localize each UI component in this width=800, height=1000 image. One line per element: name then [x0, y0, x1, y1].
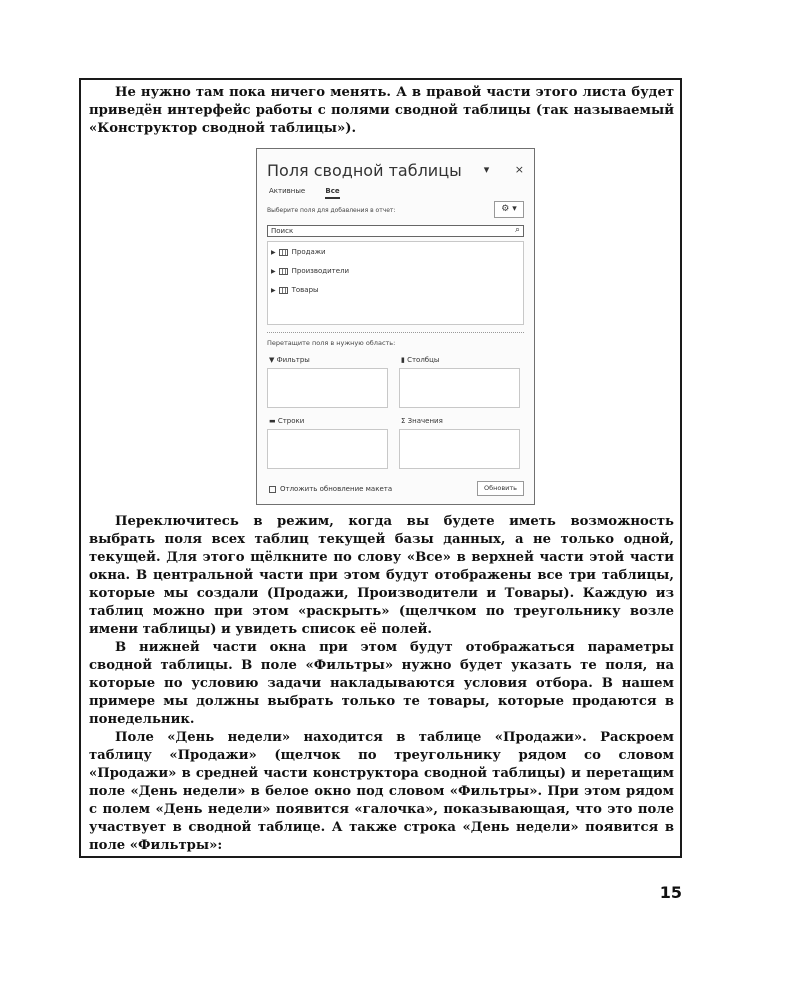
panel-title: Поля сводной таблицы — [267, 161, 462, 180]
columns-zone-label: ▮ Столбцы — [401, 356, 440, 364]
page-number: 15 — [659, 883, 682, 902]
filters-zone-label: ▼ Фильтры — [269, 356, 310, 364]
tab-active[interactable]: Активные — [269, 187, 306, 195]
dropdown-icon[interactable]: ▾ — [483, 163, 490, 176]
field-table-producers[interactable]: ▶ Производители — [271, 267, 350, 275]
field-table-sales[interactable]: ▶ Продажи — [271, 248, 326, 256]
field-table-goods[interactable]: ▶ Товары — [271, 286, 319, 294]
defer-update-checkbox[interactable]: Отложить обновление макета — [269, 485, 392, 493]
values-drop-zone[interactable] — [399, 429, 520, 469]
field-list — [267, 241, 524, 325]
search-input[interactable] — [267, 225, 524, 237]
rows-icon: ▬ — [269, 417, 278, 425]
tab-all[interactable]: Все — [325, 187, 339, 199]
search-placeholder: Поиск — [271, 227, 294, 235]
table-icon — [279, 268, 288, 275]
paragraph-intro: Не нужно там пока ничего менять. А в правой части этого листа будет приведён интерфейс работы с полями сводной таблицы (так называемый «Конструктор сводной таблицы»). — [89, 85, 674, 136]
divider — [267, 332, 524, 334]
choose-fields-label: Выберите поля для добавления в отчет: — [267, 207, 396, 214]
expand-triangle-icon[interactable]: ▶ — [271, 249, 276, 256]
table-icon — [279, 287, 288, 294]
paragraph: Поле «День недели» находится в таблице «Продажи». Раскроем таблицу «Продажи» (щелчок по треугольнику рядом со словом «Продажи» в средней части конструктора сводной таблицы) и перетащим поле «День недели» в белое окно под словом «Фильтры». При этом рядом с полем «День недели» появится «галочка», показывающая, что это поле участвует в сводной таблице. А также строка «День недели» появится в поле «Фильтры»: — [89, 730, 674, 853]
expand-triangle-icon[interactable]: ▶ — [271, 287, 276, 294]
rows-drop-zone[interactable] — [267, 429, 388, 469]
columns-icon: ▮ — [401, 356, 408, 364]
rows-zone-label: ▬ Строки — [269, 417, 305, 425]
close-icon[interactable]: × — [514, 163, 524, 176]
values-zone-label: Σ Значения — [401, 417, 443, 425]
sigma-icon: Σ — [401, 417, 408, 425]
search-icon: ⌕ — [514, 225, 520, 235]
update-button[interactable]: Обновить — [477, 481, 524, 496]
checkbox-icon[interactable] — [269, 486, 276, 493]
paragraph: В нижней части окна при этом будут отображаться параметры сводной таблицы. В поле «Фильтры» нужно будет указать те поля, на которые по условию задачи накладываются условия отбора. В нашем примере мы должны выбрать только те товары, которые продаются в понедельник. — [89, 640, 674, 727]
settings-gear-button[interactable]: ⚙ ▾ — [494, 201, 524, 218]
body-text — [89, 513, 674, 855]
pivot-fields-panel — [256, 148, 535, 505]
expand-triangle-icon[interactable]: ▶ — [271, 268, 276, 275]
table-icon — [279, 249, 288, 256]
drag-fields-label: Перетащите поля в нужную область: — [267, 339, 396, 347]
filter-icon: ▼ — [269, 356, 277, 364]
filters-drop-zone[interactable] — [267, 368, 388, 408]
paragraph: Переключитесь в режим, когда вы будете иметь возможность выбрать поля всех таблиц текущей базы данных, а не только одной, текущей. Для этого щёлкните по слову «Все» в верхней части этой части окна. В центральной части при этом будут отображены все три таблицы, которые мы создали (Продажи, Производители и Товары). Каждую из таблиц можно при этом «раскрыть» (щелчком по треугольнику возле имени таблицы) и увидеть список её полей. — [89, 514, 674, 637]
columns-drop-zone[interactable] — [399, 368, 520, 408]
